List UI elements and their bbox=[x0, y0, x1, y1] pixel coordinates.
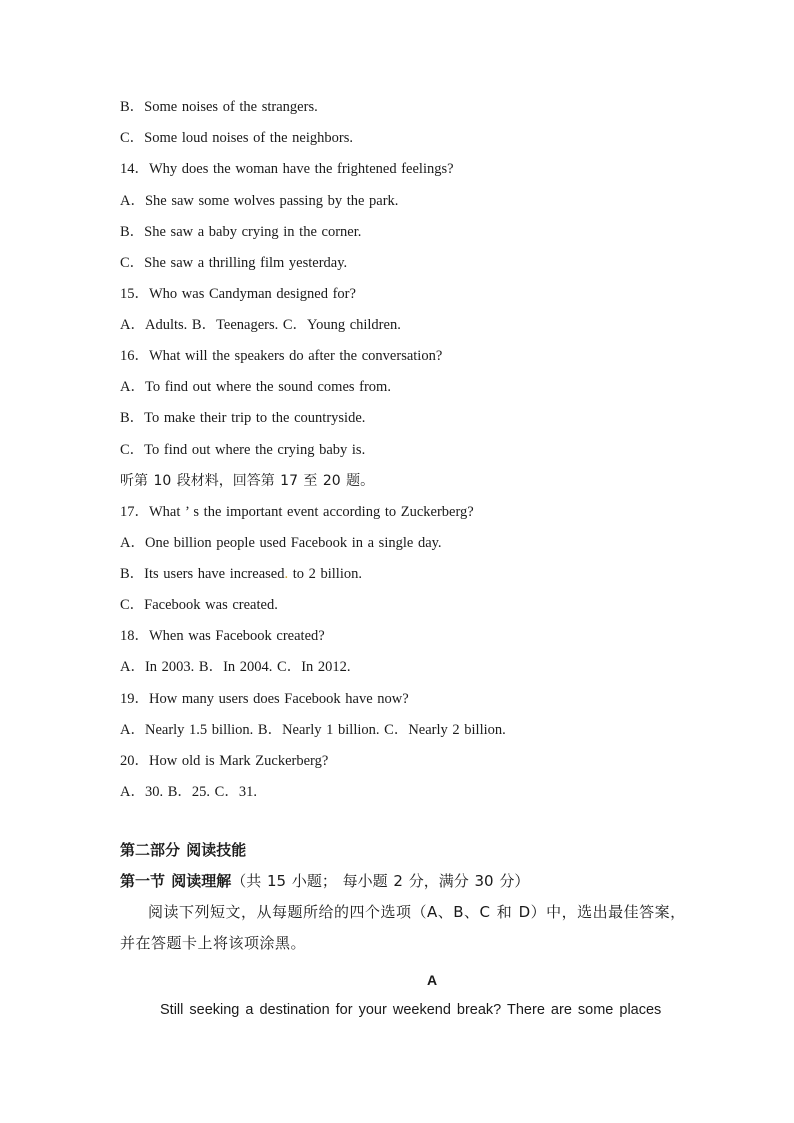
option-c-17: C．Facebook was created. bbox=[120, 597, 278, 613]
question-16: 16．What will the speakers do after the conversation? bbox=[120, 348, 443, 364]
passage-first-line: Still seeking a destination for your weekend break? There are some places bbox=[160, 1002, 662, 1018]
highlight-dot: . bbox=[284, 566, 289, 582]
question-18: 18．When was Facebook created? bbox=[120, 628, 325, 644]
option-b-17-text: B．Its users have increased bbox=[120, 566, 285, 582]
option-b-17 bbox=[120, 565, 362, 583]
subsection-title: 第一节 阅读理解 bbox=[120, 872, 232, 890]
option-c-13: C．Some loud noises of the neighbors. bbox=[120, 130, 353, 146]
passage-label: A bbox=[426, 972, 438, 988]
option-b-13: B．Some noises of the strangers. bbox=[120, 99, 318, 115]
subsection-score: （共 15 小题； 每小题 2 分，满分 30 分） bbox=[231, 872, 530, 890]
option-b-14: B．She saw a baby crying in the corner. bbox=[120, 224, 362, 240]
option-c-16: C．To find out where the crying baby is. bbox=[120, 442, 366, 458]
section-heading: 第二部分 阅读技能 bbox=[120, 841, 247, 859]
instruction-line-1: 阅读下列短文，从每题所给的四个选项（A、B、C 和 D）中，选出最佳答案， bbox=[148, 903, 686, 921]
question-17: 17．What ’ s the important event according to Zuckerberg? bbox=[120, 504, 474, 520]
option-b-16: B．To make their trip to the countryside. bbox=[120, 410, 366, 426]
option-c-14: C．She saw a thrilling film yesterday. bbox=[120, 255, 348, 271]
question-14: 14．Why does the woman have the frightened feelings? bbox=[120, 161, 454, 177]
question-20: 20．How old is Mark Zuckerberg? bbox=[120, 753, 329, 769]
option-a-17: A．One billion people used Facebook in a single day. bbox=[120, 535, 442, 551]
question-15: 15．Who was Candyman designed for? bbox=[120, 286, 356, 302]
options-19: A．Nearly 1.5 billion. B．Nearly 1 billion. C．Nearly 2 billion. bbox=[120, 722, 506, 738]
options-18: A．In 2003. B．In 2004. C．In 2012. bbox=[120, 659, 351, 675]
option-a-14: A．She saw some wolves passing by the park. bbox=[120, 193, 399, 209]
options-15: A．Adults. B．Teenagers. C．Young children. bbox=[120, 317, 401, 333]
option-b-17-tail: to 2 billion. bbox=[288, 566, 362, 582]
listening-instruction: 听第 10 段材料，回答第 17 至 20 题。 bbox=[120, 473, 375, 489]
subsection-heading bbox=[120, 872, 529, 890]
options-20: A．30. B．25. C．31. bbox=[120, 784, 257, 800]
question-19: 19．How many users does Facebook have now? bbox=[120, 691, 409, 707]
option-a-16: A．To find out where the sound comes from. bbox=[120, 379, 391, 395]
instruction-line-2: 并在答题卡上将该项涂黑。 bbox=[120, 934, 307, 952]
